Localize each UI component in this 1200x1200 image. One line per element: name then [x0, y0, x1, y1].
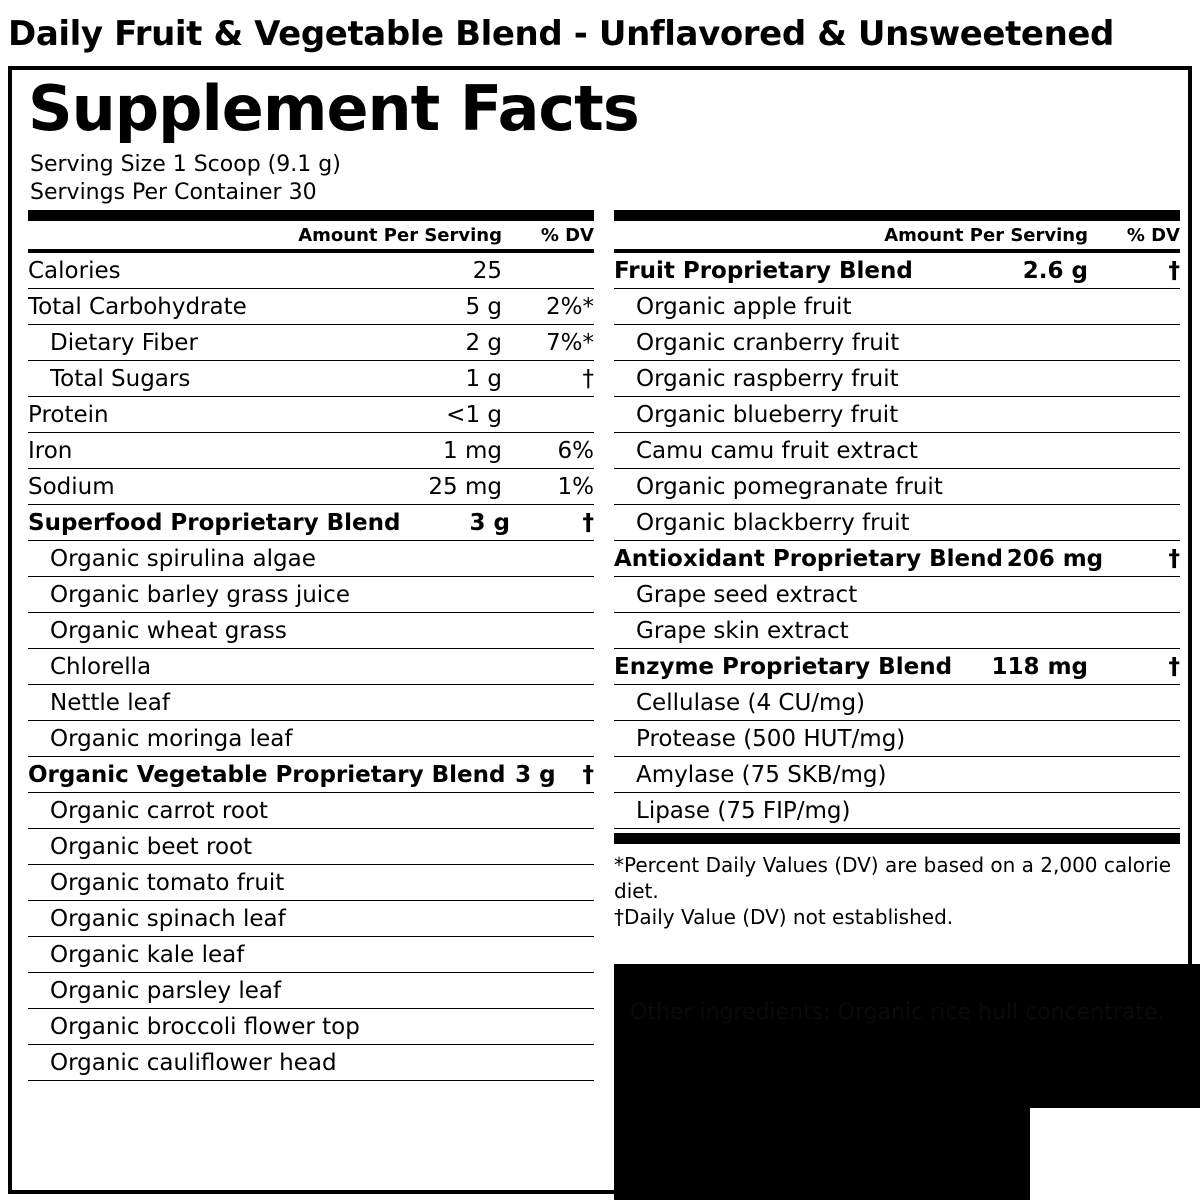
percent-dv-header: % DV [540, 225, 594, 246]
column-header-row-left [28, 221, 594, 253]
nutrient-name: Organic barley grass juice [50, 582, 350, 608]
nutrient-name: Fruit Proprietary Blend [614, 258, 913, 284]
nutrient-row [614, 361, 1180, 397]
nutrient-amount: 206 mg [1006, 546, 1104, 572]
nutrient-row [614, 289, 1180, 325]
nutrient-rows-right [614, 253, 1180, 829]
nutrient-percent-dv: † [1168, 546, 1180, 572]
nutrient-name: Organic wheat grass [50, 618, 287, 644]
column-header-row-right [614, 221, 1180, 253]
servings-per-container-text: Servings Per Container 30 [30, 180, 317, 205]
nutrient-amount: 2.6 g [1022, 258, 1088, 284]
nutrient-name: Organic parsley leaf [50, 978, 282, 1004]
nutrient-name: Grape seed extract [636, 582, 858, 608]
nutrient-rows-left [28, 253, 594, 1081]
nutrient-row [614, 325, 1180, 361]
nutrient-row [28, 361, 594, 397]
nutrient-name: Organic carrot root [50, 798, 269, 824]
nutrient-row [614, 469, 1180, 505]
nutrient-amount: 118 mg [991, 654, 1088, 680]
nutrient-column-left [28, 210, 594, 1081]
nutrient-name: Organic raspberry fruit [636, 366, 899, 392]
nutrient-name: Organic moringa leaf [50, 726, 293, 752]
nutrient-name: Organic tomato fruit [50, 870, 285, 896]
percent-dv-header: % DV [1126, 225, 1180, 246]
amount-per-serving-header: Amount Per Serving [884, 225, 1088, 246]
nutrient-row [28, 829, 594, 865]
nutrient-name: Lipase (75 FIP/mg) [636, 798, 851, 824]
nutrient-row [28, 325, 594, 361]
nutrient-name: Total Sugars [50, 366, 191, 392]
nutrient-amount: <1 g [446, 402, 502, 428]
nutrient-percent-dv: 6% [557, 438, 594, 464]
nutrient-amount: 3 g [515, 762, 556, 788]
divider-thick [614, 833, 1180, 844]
nutrient-percent-dv: 2%* [546, 294, 594, 320]
nutrient-amount: 1 mg [443, 438, 502, 464]
nutrient-percent-dv: † [582, 366, 594, 392]
nutrient-row [614, 793, 1180, 829]
nutrient-name: Cellulase (4 CU/mg) [636, 690, 866, 716]
nutrient-row [614, 397, 1180, 433]
nutrient-name: Dietary Fiber [50, 330, 198, 356]
nutrient-amount: 2 g [465, 330, 502, 356]
nutrient-percent-dv: 7%* [546, 330, 594, 356]
nutrient-percent-dv: † [1168, 654, 1180, 680]
nutrient-percent-dv: 1% [557, 474, 594, 500]
nutrient-amount: 5 g [465, 294, 502, 320]
nutrient-name: Protein [28, 402, 109, 428]
nutrient-amount: 1 g [465, 366, 502, 392]
nutrient-name: Organic blueberry fruit [636, 402, 899, 428]
nutrient-name: Organic broccoli flower top [50, 1014, 360, 1040]
nutrient-name: Organic kale leaf [50, 942, 245, 968]
nutrient-row [28, 649, 594, 685]
nutrient-percent-dv: † [582, 762, 594, 788]
amount-per-serving-header: Amount Per Serving [298, 225, 502, 246]
footnote-dagger: †Daily Value (DV) not established. [614, 905, 954, 929]
nutrient-name: Organic beet root [50, 834, 253, 860]
nutrient-row [28, 973, 594, 1009]
supplement-facts-panel [8, 66, 1192, 1194]
nutrient-name: Organic blackberry fruit [636, 510, 910, 536]
nutrient-name: Grape skin extract [636, 618, 849, 644]
blend-header-row [614, 253, 1180, 289]
nutrient-row [614, 433, 1180, 469]
nutrient-row [28, 937, 594, 973]
corner-notch [1030, 1108, 1200, 1200]
nutrient-name: Organic cranberry fruit [636, 330, 900, 356]
blend-header-row [614, 541, 1180, 577]
nutrient-column-right [614, 210, 1180, 930]
nutrient-name: Organic Vegetable Proprietary Blend [28, 762, 506, 788]
nutrient-name: Iron [28, 438, 73, 464]
nutrient-name: Total Carbohydrate [28, 294, 247, 320]
nutrient-name: Organic cauliflower head [50, 1050, 337, 1076]
page-title: Daily Fruit & Vegetable Blend - Unflavored & Unsweetened [8, 14, 1114, 54]
nutrient-row [28, 577, 594, 613]
nutrient-name: Enzyme Proprietary Blend [614, 654, 953, 680]
nutrient-row [28, 289, 594, 325]
supplement-facts-heading: Supplement Facts [28, 72, 639, 145]
nutrient-row [28, 793, 594, 829]
nutrient-row [28, 541, 594, 577]
nutrient-row [28, 613, 594, 649]
nutrient-row [28, 901, 594, 937]
nutrient-name: Camu camu fruit extract [636, 438, 918, 464]
nutrient-row [614, 721, 1180, 757]
nutrient-name: Nettle leaf [50, 690, 170, 716]
nutrient-name: Protease (500 HUT/mg) [636, 726, 906, 752]
nutrient-name: Antioxidant Proprietary Blend [614, 546, 1003, 572]
footnote-percent-dv: *Percent Daily Values (DV) are based on a 2,000 calorie diet. [614, 853, 1172, 903]
nutrient-name: Organic pomegranate fruit [636, 474, 943, 500]
blend-header-row [28, 757, 594, 793]
nutrient-amount: 25 [472, 258, 502, 284]
nutrient-name: Amylase (75 SKB/mg) [636, 762, 887, 788]
nutrient-name: Sodium [28, 474, 115, 500]
blend-header-row [28, 505, 594, 541]
nutrient-row [28, 685, 594, 721]
nutrient-row [614, 685, 1180, 721]
nutrient-name: Organic apple fruit [636, 294, 852, 320]
nutrient-name: Organic spirulina algae [50, 546, 316, 572]
nutrient-name: Calories [28, 258, 121, 284]
divider-thick [614, 210, 1180, 221]
nutrient-row [614, 613, 1180, 649]
nutrient-name: Organic spinach leaf [50, 906, 286, 932]
nutrient-row [28, 253, 594, 289]
nutrient-amount: 25 mg [428, 474, 502, 500]
nutrient-row [28, 397, 594, 433]
nutrient-row [614, 577, 1180, 613]
nutrient-row [614, 505, 1180, 541]
nutrient-name: Superfood Proprietary Blend [28, 510, 401, 536]
other-ingredients-text: Other ingredients: Organic rice hull concentrate. [630, 1000, 1165, 1025]
nutrient-row [28, 721, 594, 757]
nutrient-row [614, 757, 1180, 793]
blend-header-row [614, 649, 1180, 685]
divider-thick [28, 210, 594, 221]
nutrient-row [28, 865, 594, 901]
nutrient-percent-dv: † [582, 510, 594, 536]
nutrient-row [28, 1009, 594, 1045]
nutrient-row [28, 469, 594, 505]
serving-size-text: Serving Size 1 Scoop (9.1 g) [30, 152, 341, 177]
nutrient-row [28, 1045, 594, 1081]
nutrient-name: Chlorella [50, 654, 152, 680]
nutrient-row [28, 433, 594, 469]
nutrient-percent-dv: † [1168, 258, 1180, 284]
nutrient-amount: 3 g [469, 510, 510, 536]
